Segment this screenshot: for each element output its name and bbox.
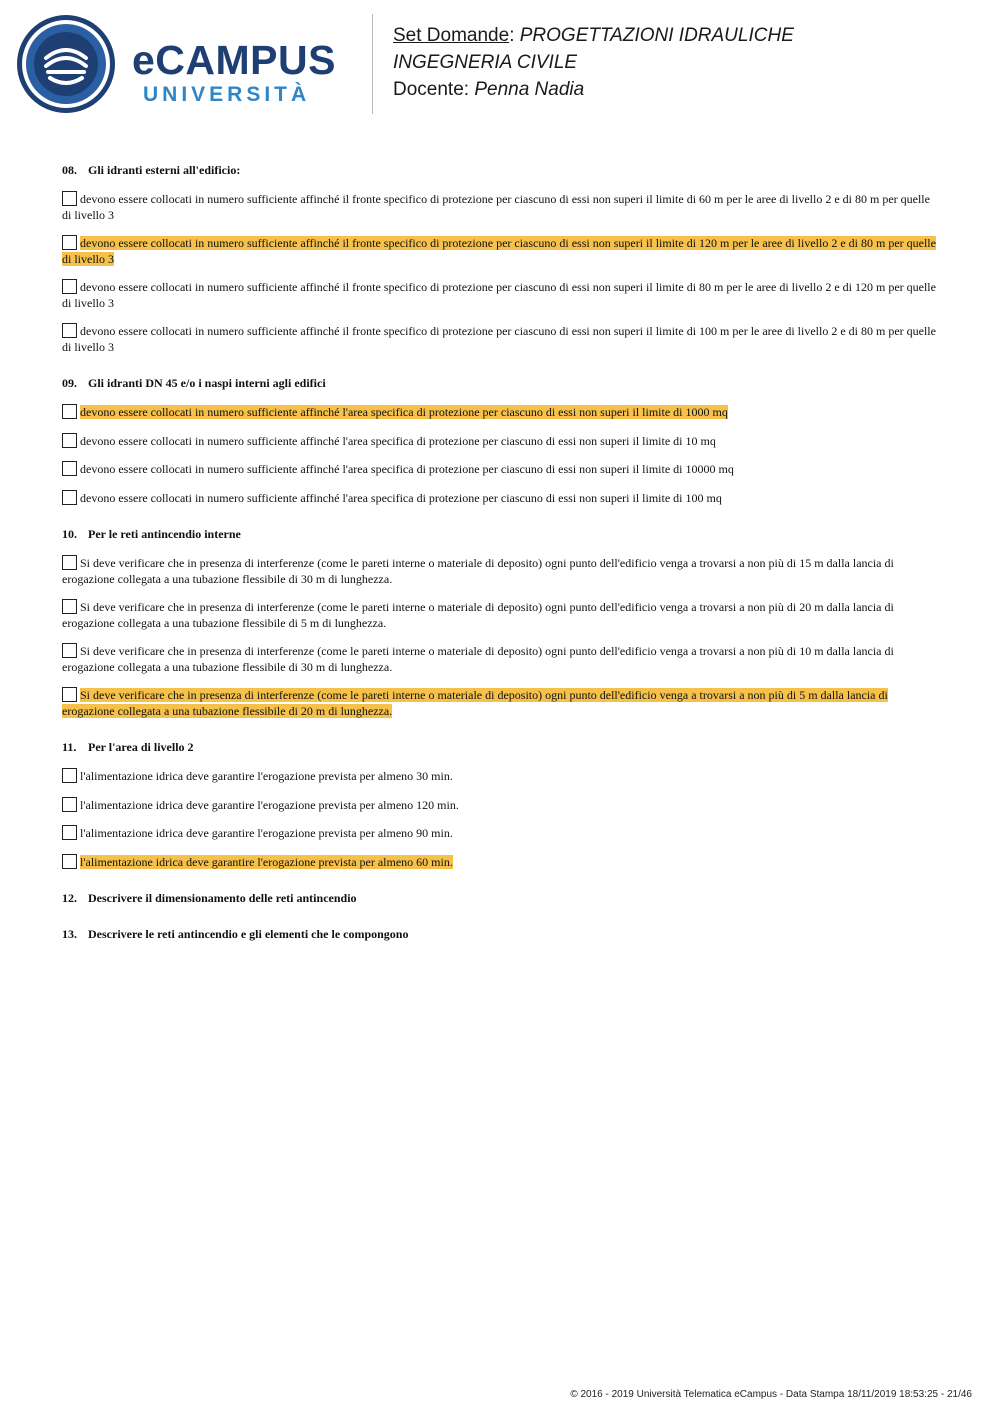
- answer-option: [62, 797, 940, 814]
- answer-text: devono essere collocati in numero sufficiente affinché il fronte specifico di protezione per ciascuno di essi non superi il limite di 80 m per le aree di livello 2 e di 120 m per quelle di livello 3: [62, 280, 936, 310]
- question-title: [62, 926, 940, 942]
- checkbox[interactable]: [62, 461, 77, 476]
- question-item: [62, 375, 940, 506]
- checkbox[interactable]: [62, 797, 77, 812]
- logo-sub-text: UNIVERSITÀ: [143, 83, 311, 106]
- checkbox[interactable]: [62, 433, 77, 448]
- answer-text: Si deve verificare che in presenza di interferenze (come le pareti interne o materiale di deposito) ogni punto dell'edificio venga a trovarsi a non più di 10 m dalla lancia di erogazione collegata a una tubazione flessibile di 30 m di lunghezza.: [62, 644, 894, 674]
- answer-text: Si deve verificare che in presenza di interferenze (come le pareti interne o materiale di deposito) ogni punto dell'edificio venga a trovarsi a non più di 20 m dalla lancia di erogazione collegata a una tubazione flessibile di 5 m di lunghezza.: [62, 600, 894, 630]
- question-text: Gli idranti esterni all'edificio:: [88, 163, 241, 177]
- answer-text: devono essere collocati in numero sufficiente affinché il fronte specifico di protezione per ciascuno di essi non superi il limite di 100 m per le aree di livello 2 e di 80 m per quelle di livello 3: [62, 324, 936, 354]
- answer-option: [62, 555, 940, 587]
- answer-option: [62, 768, 940, 785]
- question-number: 13.: [62, 927, 77, 941]
- question-item: [62, 890, 940, 906]
- answer-text: l'alimentazione idrica deve garantire l'erogazione prevista per almeno 30 min.: [80, 769, 453, 783]
- checkbox[interactable]: [62, 687, 77, 702]
- checkbox[interactable]: [62, 825, 77, 840]
- answer-text-highlighted: devono essere collocati in numero sufficiente affinché l'area specifica di protezione per ciascuno di essi non superi il limite di 1000 mq: [80, 405, 728, 419]
- answer-text-highlighted: devono essere collocati in numero sufficiente affinché il fronte specifico di protezione per ciascuno di essi non superi il limite di 120 m per le aree di livello 2 e di 80 m per quelle di livello 3: [62, 236, 936, 266]
- question-text: Descrivere le reti antincendio e gli elementi che le compongono: [88, 927, 409, 941]
- set-line: Set Domande: PROGETTAZIONI IDRAULICHE: [393, 25, 794, 46]
- course-name: INGEGNERIA CIVILE: [393, 52, 578, 73]
- checkbox[interactable]: [62, 768, 77, 783]
- header-divider: [372, 14, 373, 114]
- answer-option: [62, 235, 940, 267]
- answer-text: l'alimentazione idrica deve garantire l'erogazione prevista per almeno 90 min.: [80, 826, 453, 840]
- checkbox[interactable]: [62, 323, 77, 338]
- question-number: 08.: [62, 163, 77, 177]
- checkbox[interactable]: [62, 599, 77, 614]
- question-title: [62, 375, 940, 391]
- question-list: [62, 162, 940, 962]
- answer-option: [62, 404, 940, 421]
- answer-option: [62, 279, 940, 311]
- teacher-name: Penna Nadia: [474, 79, 585, 100]
- header-info: [393, 22, 794, 103]
- question-item: [62, 739, 940, 870]
- logo-brand-text: eCAMPUS: [132, 37, 336, 83]
- answer-option: [62, 643, 940, 675]
- page-header: [0, 0, 1000, 130]
- answer-text-highlighted: l'alimentazione idrica deve garantire l'erogazione prevista per almeno 60 min.: [80, 854, 453, 869]
- checkbox[interactable]: [62, 404, 77, 419]
- question-number: 11.: [62, 740, 77, 754]
- teacher-line: [393, 76, 794, 103]
- answer-option: [62, 191, 940, 223]
- checkbox[interactable]: [62, 854, 77, 869]
- set-value: PROGETTAZIONI IDRAULICHE: [519, 25, 794, 46]
- checkbox[interactable]: [62, 555, 77, 570]
- question-text: Descrivere il dimensionamento delle reti antincendio: [88, 891, 357, 905]
- question-text: Per le reti antincendio interne: [88, 527, 241, 541]
- answer-text-highlighted: Si deve verificare che in presenza di interferenze (come le pareti interne o materiale di deposito) ogni punto dell'edificio venga a trovarsi a non più di 5 m dalla lancia di erogazione collegata a una tubazione flessibile di 20 m di lunghezza.: [62, 688, 888, 718]
- answer-option: [62, 825, 940, 842]
- ecampus-logo: [132, 38, 336, 107]
- answer-option: [62, 687, 940, 719]
- answer-option: [62, 433, 940, 450]
- checkbox[interactable]: [62, 191, 77, 206]
- question-title: [62, 162, 940, 178]
- checkbox[interactable]: [62, 235, 77, 250]
- question-number: 12.: [62, 891, 77, 905]
- set-label: Set Domande: [393, 25, 510, 46]
- question-title: [62, 526, 940, 542]
- checkbox[interactable]: [62, 490, 77, 505]
- answer-option: [62, 461, 940, 478]
- question-text: Per l'area di livello 2: [88, 740, 194, 754]
- teacher-label: Docente:: [393, 79, 470, 100]
- answer-option: [62, 854, 940, 871]
- answer-text: devono essere collocati in numero sufficiente affinché l'area specifica di protezione per ciascuno di essi non superi il limite di 100 mq: [80, 490, 722, 505]
- ecampus-seal-icon: [16, 14, 116, 114]
- question-text: Gli idranti DN 45 e/o i naspi interni agli edifici: [88, 376, 326, 390]
- answer-option: [62, 490, 940, 507]
- question-title: [62, 739, 940, 755]
- answer-text: l'alimentazione idrica deve garantire l'erogazione prevista per almeno 120 min.: [80, 797, 459, 812]
- question-item: [62, 926, 940, 942]
- question-item: [62, 162, 940, 355]
- question-title: [62, 890, 940, 906]
- answer-option: [62, 323, 940, 355]
- answer-option: [62, 599, 940, 631]
- answer-text: devono essere collocati in numero sufficiente affinché il fronte specifico di protezione per ciascuno di essi non superi il limite di 60 m per le aree di livello 2 e di 80 m per quelle di livello 3: [62, 192, 930, 222]
- question-number: 09.: [62, 376, 77, 390]
- page-footer: © 2016 - 2019 Università Telematica eCampus - Data Stampa 18/11/2019 18:53:25 - 21/46: [570, 1389, 972, 1400]
- answer-text: devono essere collocati in numero sufficiente affinché l'area specifica di protezione per ciascuno di essi non superi il limite di 10 mq: [80, 433, 716, 448]
- checkbox[interactable]: [62, 643, 77, 658]
- question-number: 10.: [62, 527, 77, 541]
- answer-text: devono essere collocati in numero sufficiente affinché l'area specifica di protezione per ciascuno di essi non superi il limite di 10000 mq: [80, 462, 734, 476]
- answer-text: Si deve verificare che in presenza di interferenze (come le pareti interne o materiale di deposito) ogni punto dell'edificio venga a trovarsi a non più di 15 m dalla lancia di erogazione collegata a una tubazione flessibile di 30 m di lunghezza.: [62, 556, 894, 586]
- checkbox[interactable]: [62, 279, 77, 294]
- question-item: [62, 526, 940, 719]
